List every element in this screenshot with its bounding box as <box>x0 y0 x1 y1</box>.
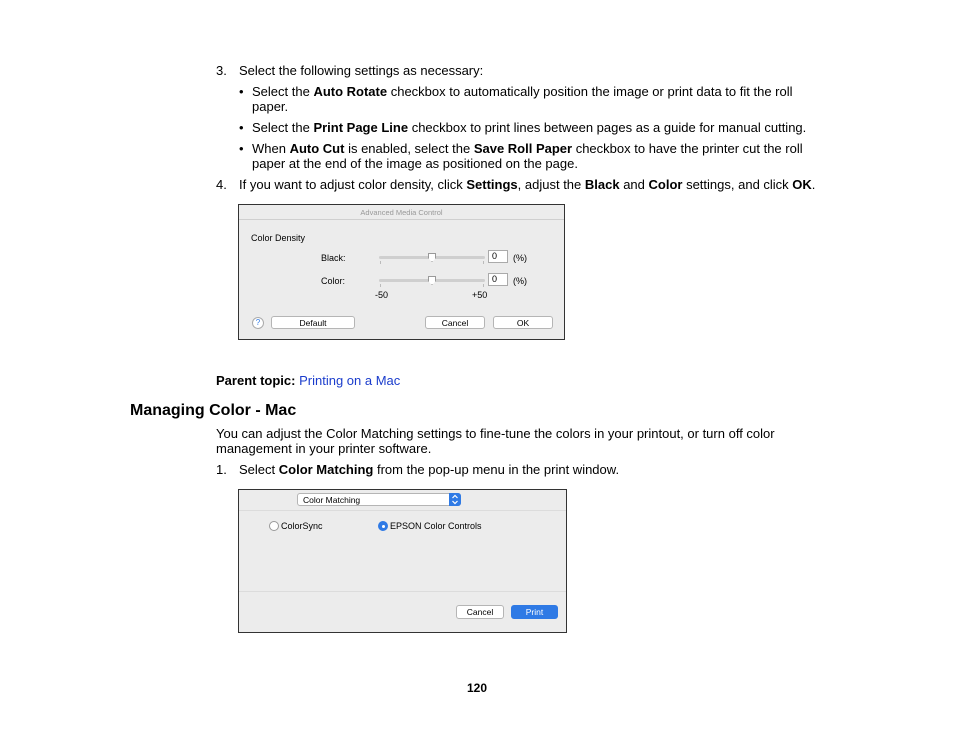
intro-line-2: management in your printer software. <box>216 441 432 456</box>
step-3-number: 3. <box>216 63 227 78</box>
default-button[interactable]: Default <box>271 316 355 329</box>
title-divider <box>239 219 564 220</box>
parent-topic <box>216 373 400 388</box>
black-unit: (%) <box>513 253 527 263</box>
bullet-1-pre: Select the <box>252 84 314 99</box>
bullet-3-bold: Auto Cut <box>289 141 345 156</box>
black-slider-tick-min <box>380 261 381 264</box>
slider-max-label: +50 <box>472 290 488 300</box>
cancel-button[interactable]: Cancel <box>456 605 504 619</box>
bullet-3-mid: is enabled, select the <box>344 141 474 156</box>
color-slider-knob[interactable] <box>428 276 436 285</box>
step-1-pre: Select <box>239 462 279 477</box>
dialog-title: Advanced Media Control <box>360 208 443 217</box>
step-4-black: Black <box>584 177 620 192</box>
page-number: 120 <box>466 681 488 695</box>
color-matching-popup[interactable] <box>297 493 461 506</box>
step-1-text <box>239 462 619 477</box>
color-slider-tick-min <box>380 284 381 287</box>
bullet-dot: • <box>239 120 244 135</box>
slider-min-label: -50 <box>375 290 389 300</box>
bullet-3-pre: When <box>252 141 290 156</box>
bullet-2-pre: Select the <box>252 120 314 135</box>
print-button[interactable]: Print <box>511 605 558 619</box>
intro-line-1: You can adjust the Color Matching settings to fine-tune the colors in your printout, or turn off color <box>216 426 775 441</box>
step-4-part-3: and <box>619 177 649 192</box>
black-slider-knob[interactable] <box>428 253 436 262</box>
step-4-part-2: , adjust the <box>517 177 585 192</box>
color-slider-tick-max <box>483 284 484 287</box>
step-1-number: 1. <box>216 462 227 477</box>
popup-value: Color Matching <box>303 495 361 505</box>
step-3-text: Select the following settings as necessary: <box>239 63 484 78</box>
bullet-1-line-2: paper. <box>252 99 289 114</box>
bullet-1-line-1 <box>252 84 793 99</box>
black-slider-tick-max <box>483 261 484 264</box>
colorsync-radio[interactable] <box>269 521 279 531</box>
advanced-media-control-screenshot <box>238 204 565 340</box>
step-4-text <box>239 177 815 192</box>
step-4-settings: Settings <box>466 177 518 192</box>
cancel-button[interactable]: Cancel <box>425 316 485 329</box>
color-value-field[interactable]: 0 <box>488 273 508 286</box>
help-icon[interactable]: ? <box>252 317 264 329</box>
black-label: Black: <box>321 253 346 263</box>
color-density-label: Color Density <box>251 233 306 243</box>
color-label: Color: <box>321 276 346 286</box>
bullet-1-bold: Auto Rotate <box>313 84 388 99</box>
bottom-divider <box>239 591 566 592</box>
step-1-post: from the pop-up menu in the print window. <box>373 462 620 477</box>
popup-chevron-icon <box>449 493 461 506</box>
epson-color-controls-radio[interactable] <box>378 521 388 531</box>
parent-topic-link[interactable]: Printing on a Mac <box>299 373 401 388</box>
bullet-3 <box>239 141 244 156</box>
bullet-dot: • <box>239 84 244 99</box>
parent-topic-label: Parent topic: <box>216 373 296 388</box>
bullet-3-line-1 <box>252 141 803 156</box>
step-1-bold: Color Matching <box>278 462 374 477</box>
bullet-2 <box>239 120 244 135</box>
section-heading: Managing Color - Mac <box>130 402 297 419</box>
color-matching-screenshot <box>238 489 567 633</box>
ok-button[interactable]: OK <box>493 316 553 329</box>
step-4-color: Color <box>648 177 683 192</box>
color-unit: (%) <box>513 276 527 286</box>
bullet-1 <box>239 84 244 99</box>
step-4-part-5: . <box>811 177 816 192</box>
bullet-2-post: checkbox to print lines between pages as a guide for manual cutting. <box>408 120 807 135</box>
bullet-1-post: checkbox to automatically position the image or print data to fit the roll <box>387 84 793 99</box>
step-4-part-4: settings, and click <box>682 177 793 192</box>
bullet-2-line-1 <box>252 120 806 135</box>
bullet-3-bold-2: Save Roll Paper <box>473 141 573 156</box>
step-4-ok: OK <box>792 177 812 192</box>
top-divider <box>239 510 566 511</box>
black-value-field[interactable]: 0 <box>488 250 508 263</box>
epson-color-controls-label: EPSON Color Controls <box>390 521 482 531</box>
bullet-3-line-2: paper at the end of the image as positioned on the page. <box>252 156 578 171</box>
colorsync-label: ColorSync <box>281 521 323 531</box>
step-4-number: 4. <box>216 177 227 192</box>
bullet-dot: • <box>239 141 244 156</box>
step-4-part-1: If you want to adjust color density, click <box>239 177 467 192</box>
bullet-3-post: checkbox to have the printer cut the roll <box>572 141 803 156</box>
bullet-2-bold: Print Page Line <box>313 120 409 135</box>
